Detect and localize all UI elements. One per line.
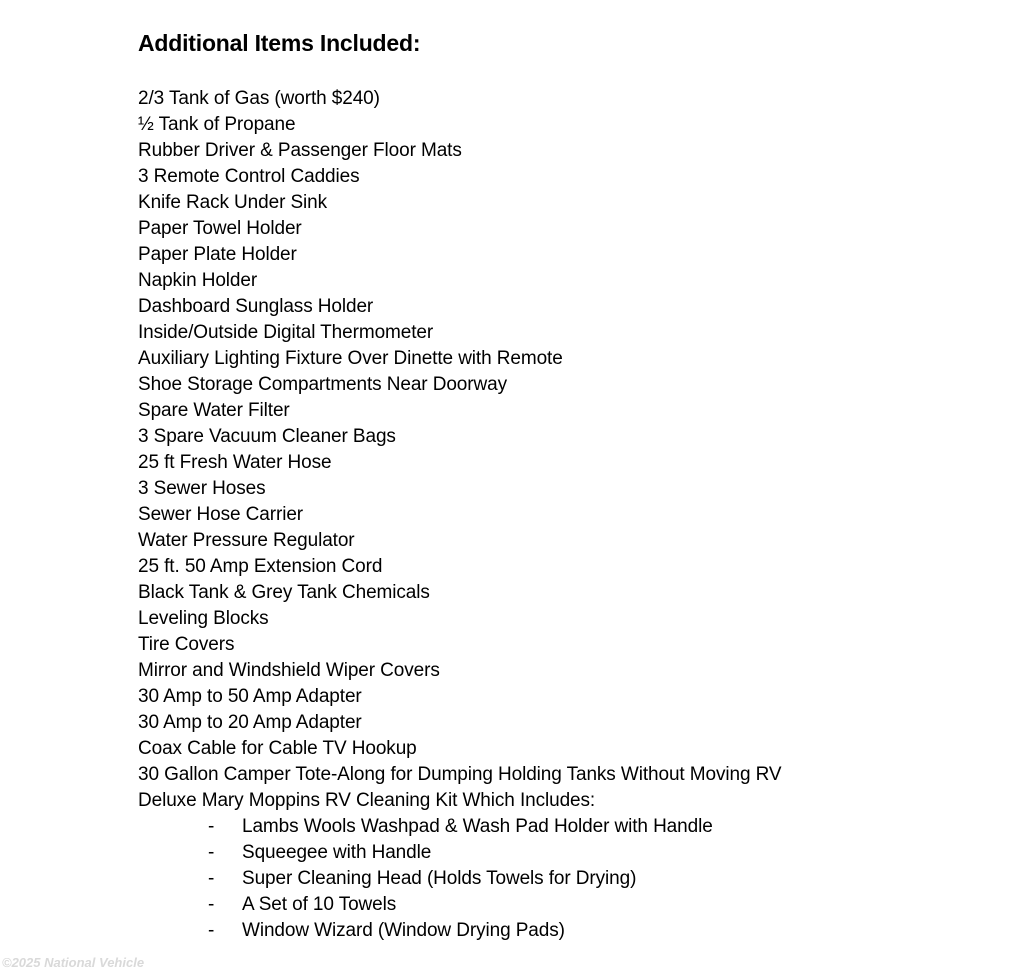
list-item: 30 Amp to 50 Amp Adapter xyxy=(138,686,362,707)
list-item: ½ Tank of Propane xyxy=(138,114,296,135)
list-item: Paper Plate Holder xyxy=(138,244,297,265)
list-item: 3 Sewer Hoses xyxy=(138,478,266,499)
list-item: Black Tank & Grey Tank Chemicals xyxy=(138,582,430,603)
list-item: Deluxe Mary Moppins RV Cleaning Kit Which Includes: xyxy=(138,790,596,811)
list-item: Sewer Hose Carrier xyxy=(138,504,304,525)
list-item: Inside/Outside Digital Thermometer xyxy=(138,322,434,343)
document-page xyxy=(138,28,998,944)
included-items-list xyxy=(138,86,998,814)
sub-list-item xyxy=(138,918,998,944)
list-item: Mirror and Windshield Wiper Covers xyxy=(138,660,440,681)
list-item: 30 Gallon Camper Tote-Along for Dumping Holding Tanks Without Moving RV xyxy=(138,764,782,785)
sub-list-item xyxy=(138,840,998,866)
list-item: 30 Amp to 20 Amp Adapter xyxy=(138,712,362,733)
list-item: Tire Covers xyxy=(138,634,235,655)
dash-bullet: - xyxy=(208,920,215,941)
list-item: Paper Towel Holder xyxy=(138,218,302,239)
list-item: Rubber Driver & Passenger Floor Mats xyxy=(138,140,462,161)
sub-list-item xyxy=(138,866,998,892)
list-item: 25 ft. 50 Amp Extension Cord xyxy=(138,556,383,577)
sub-list-item-label: Window Wizard (Window Drying Pads) xyxy=(242,920,565,941)
sub-list-item xyxy=(138,892,998,918)
list-item: Shoe Storage Compartments Near Doorway xyxy=(138,374,507,395)
dash-bullet: - xyxy=(208,816,215,837)
cleaning-kit-subitems-list xyxy=(138,814,998,944)
dash-bullet: - xyxy=(208,868,215,889)
sub-list-item-label: Squeegee with Handle xyxy=(242,842,432,863)
list-item: Spare Water Filter xyxy=(138,400,290,421)
list-item: 3 Remote Control Caddies xyxy=(138,166,360,187)
list-item: 25 ft Fresh Water Hose xyxy=(138,452,332,473)
dash-bullet: - xyxy=(208,894,215,915)
list-item: Water Pressure Regulator xyxy=(138,530,355,551)
sub-list-item-label: Super Cleaning Head (Holds Towels for Drying) xyxy=(242,868,637,889)
list-item: Coax Cable for Cable TV Hookup xyxy=(138,738,417,759)
page-title: Additional Items Included: xyxy=(138,30,421,56)
list-item: 3 Spare Vacuum Cleaner Bags xyxy=(138,426,396,447)
sub-list-item-label: A Set of 10 Towels xyxy=(242,894,397,915)
list-item: Dashboard Sunglass Holder xyxy=(138,296,374,317)
sub-list-item-label: Lambs Wools Washpad & Wash Pad Holder with Handle xyxy=(242,816,713,837)
sub-list-item xyxy=(138,814,998,840)
list-item: Leveling Blocks xyxy=(138,608,269,629)
list-item: 2/3 Tank of Gas (worth $240) xyxy=(138,88,380,109)
dash-bullet: - xyxy=(208,842,215,863)
list-item: Auxiliary Lighting Fixture Over Dinette with Remote xyxy=(138,348,563,369)
list-item: Napkin Holder xyxy=(138,270,258,291)
list-item: Knife Rack Under Sink xyxy=(138,192,328,213)
copyright-watermark: ©2025 National Vehicle xyxy=(2,955,145,970)
